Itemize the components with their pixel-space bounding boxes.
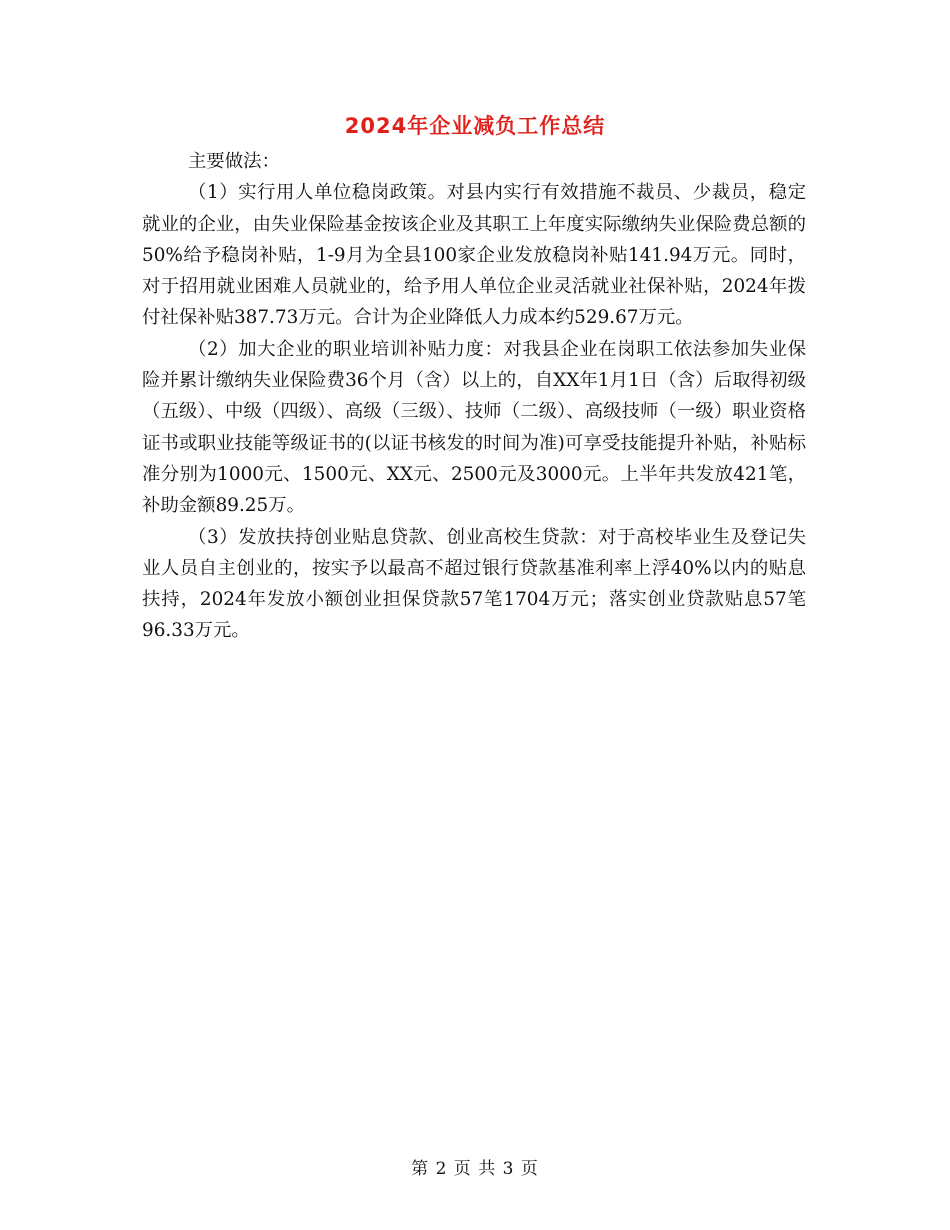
paragraph-3: （3）发放扶持创业贴息贷款、创业高校生贷款：对于高校毕业生及登记失业人员自主创业的，按实予以最高不超过银行贷款基准利率上浮40%以内的贴息扶持，2024年发放小额创业担保贷款57笔1704万元；落实创业贷款贴息57笔96.33万元。 xyxy=(142,526,806,642)
document-body xyxy=(142,146,806,647)
intro-heading: 主要做法： xyxy=(188,151,280,172)
page-number-footer: 第 2 页 共 3 页 xyxy=(411,1159,539,1179)
paragraph-2: （2）加大企业的职业培训补贴力度：对我县企业在岗职工依法参加失业保险并累计缴纳失业保险费36个月（含）以上的，自XX年1月1日（含）后取得初级（五级）、中级（四级）、高级（三级）、技师（二级）、高级技师（一级）职业资格证书或职业技能等级证书的(以证书核发的时间为准)可享受技能提升补贴，补贴标准分别为1000元、1500元、XX元、2500元及3000元。上半年共发放421笔，补助金额89.25万。 xyxy=(142,338,806,517)
document-title: 2024年企业减负工作总结 xyxy=(344,114,606,138)
paragraph-1: （1）实行用人单位稳岗政策。对县内实行有效措施不裁员、少裁员，稳定就业的企业，由失业保险基金按该企业及其职工上年度实际缴纳失业保险费总额的50%给予稳岗补贴，1-9月为全县100家企业发放稳岗补贴141.94万元。同时，对于招用就业困难人员就业的，给予用人单位企业灵活就业社保补贴，2024年拨付社保补贴387.73万元。合计为企业降低人力成本约529.67万元。 xyxy=(142,182,806,329)
